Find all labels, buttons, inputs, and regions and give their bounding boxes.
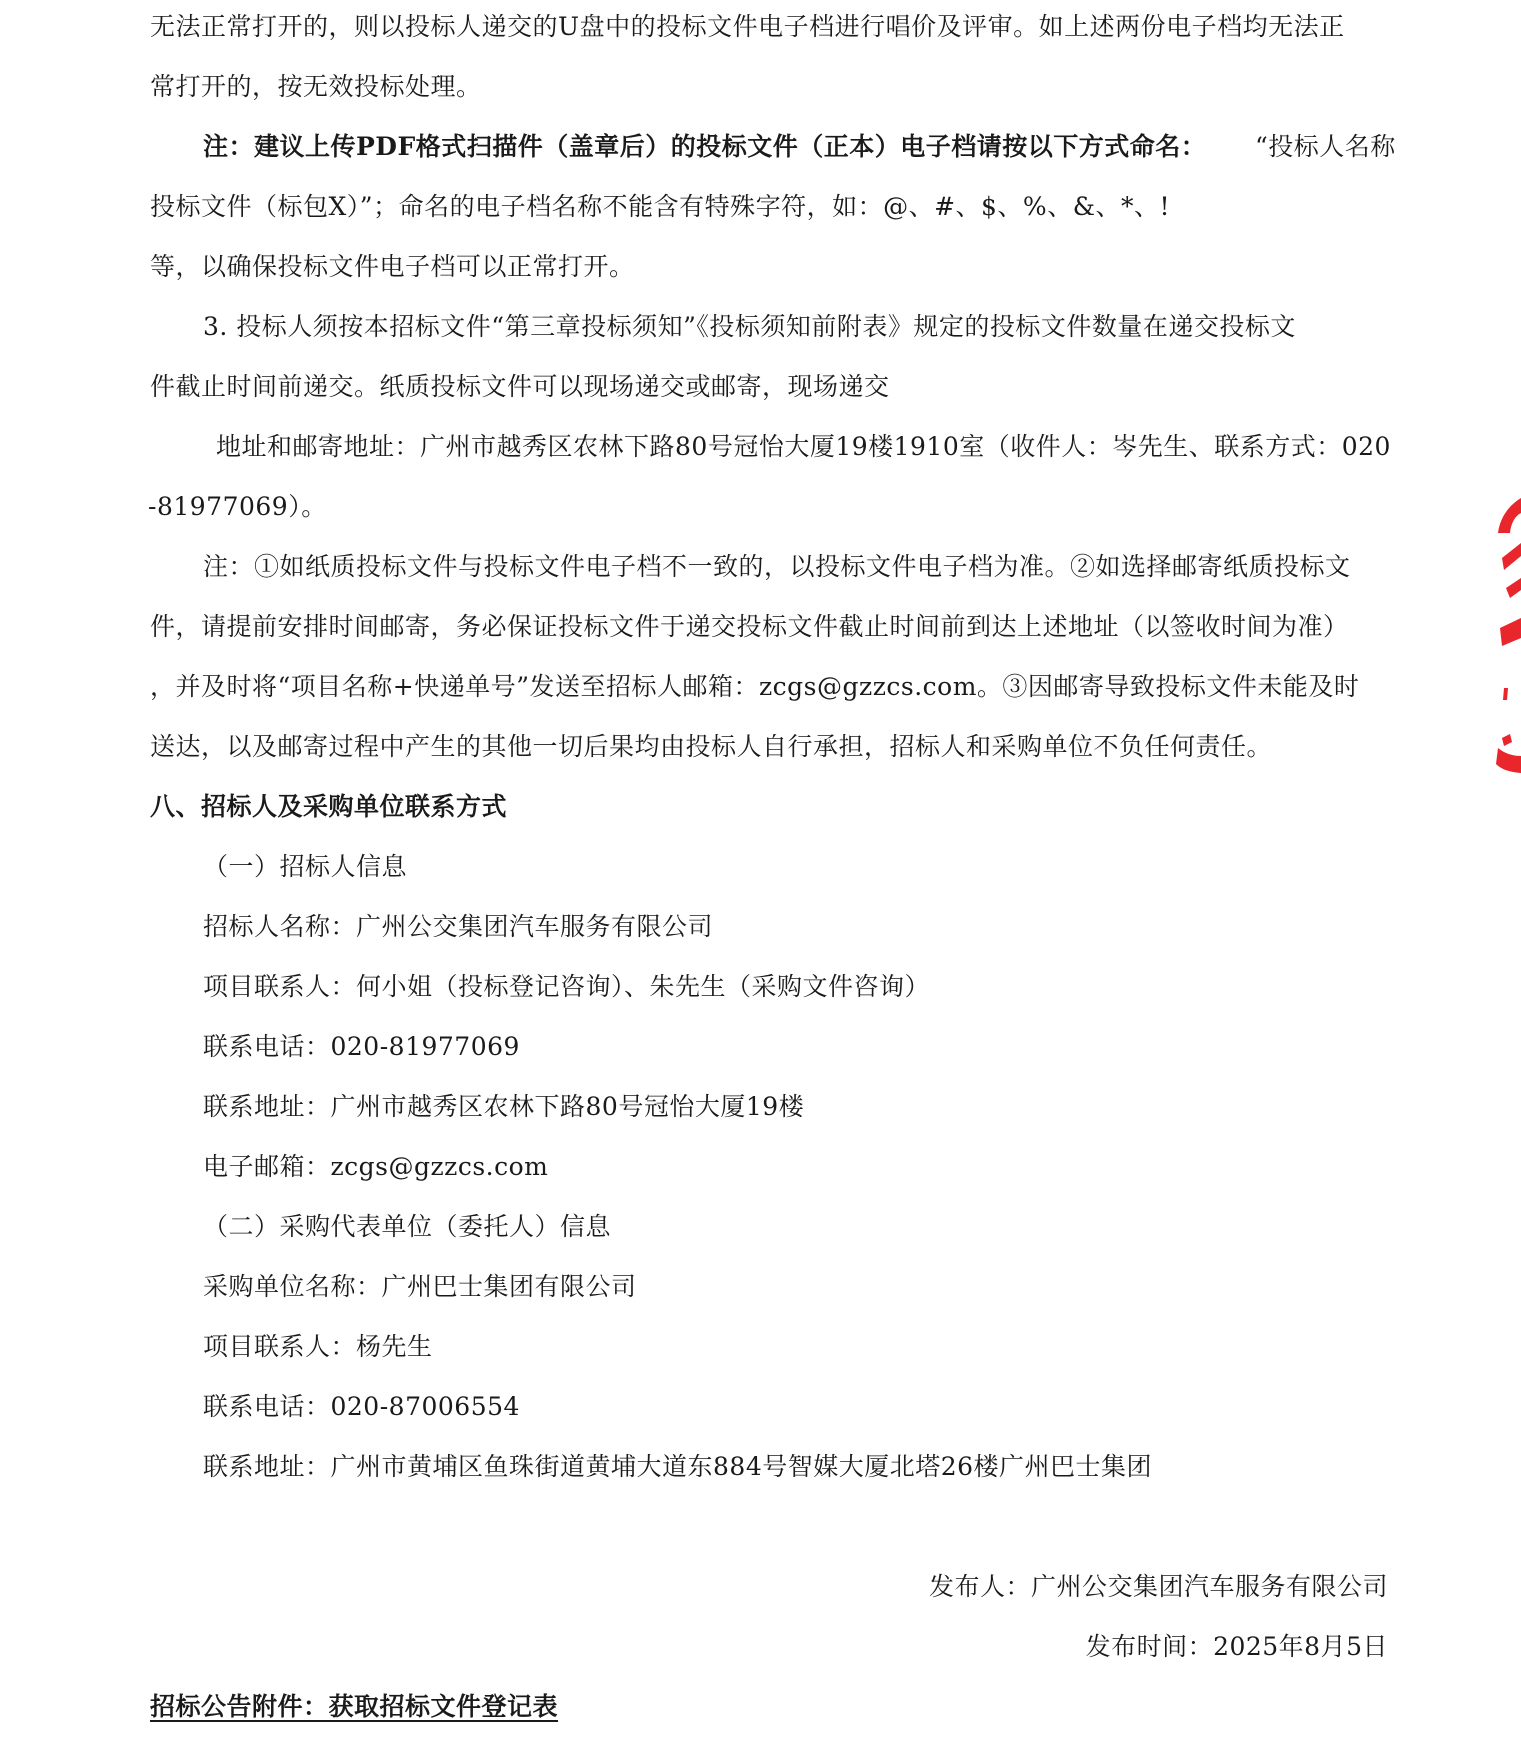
tenderer-email: 电子邮箱：zcgs@gzzcs.com	[203, 1152, 549, 1181]
buyer-phone: 联系电话：020-87006554	[203, 1392, 520, 1421]
paragraph-line: 等，以确保投标文件电子档可以正常打开。	[150, 252, 635, 281]
buyer-address: 联系地址：广州市黄埔区鱼珠街道黄埔大道东884号智媒大厦北塔26楼广州巴士集团	[203, 1452, 1153, 1481]
note-line-quote: “投标人名称	[1255, 132, 1396, 161]
paragraph-line: 无法正常打开的，则以投标人递交的U盘中的投标文件电子档进行唱价及评审。如上述两份电子档均无法正	[150, 12, 1345, 41]
paragraph-line: 件截止时间前递交。纸质投标文件可以现场递交或邮寄，现场递交	[150, 372, 890, 401]
tenderer-address: 联系地址：广州市越秀区农林下路80号冠怡大厦19楼	[203, 1092, 805, 1121]
paragraph-line: 常打开的，按无效投标处理。	[150, 72, 482, 101]
paragraph-line: 件，请提前安排时间邮寄，务必保证投标文件于递交投标文件截止时间前到达上述地址（以签收时间为准）	[150, 612, 1349, 641]
paragraph-line: ，并及时将“项目名称+快递单号”发送至招标人邮箱：zcgs@gzzcs.com。③因邮寄导致投标文件未能及时	[150, 672, 1360, 701]
tenderer-name: 招标人名称：广州公交集团汽车服务有限公司	[203, 912, 714, 941]
paragraph-line: -81977069）。	[148, 492, 327, 521]
tenderer-phone: 联系电话：020-81977069	[203, 1032, 520, 1061]
buyer-contact: 项目联系人：杨先生	[203, 1332, 433, 1361]
section-heading: 八、招标人及采购单位联系方式	[150, 792, 508, 821]
tenderer-contact: 项目联系人：何小姐（投标登记咨询）、朱先生（采购文件咨询）	[203, 972, 931, 1001]
paragraph-line: 送达，以及邮寄过程中产生的其他一切后果均由投标人自行承担，招标人和采购单位不负任何责任。	[150, 732, 1273, 761]
subsection-heading: （一）招标人信息	[203, 852, 408, 881]
publish-date: 发布时间：2025年8月5日	[1085, 1632, 1388, 1661]
paragraph-line: 注：①如纸质投标文件与投标文件电子档不一致的，以投标文件电子档为准。②如选择邮寄纸质投标文	[203, 552, 1351, 581]
paragraph-line: 3. 投标人须按本招标文件“第三章投标须知”《投标须知前附表》规定的投标文件数量在递交投标文	[203, 312, 1296, 341]
note-line-bold: 注：建议上传PDF格式扫描件（盖章后）的投标文件（正本）电子档请按以下方式命名：	[203, 132, 1207, 161]
paragraph-line: 地址和邮寄地址：广州市越秀区农林下路80号冠怡大厦19楼1910室（收件人：岑先生、联系方式：020	[216, 432, 1391, 461]
paragraph-line: 投标文件（标包X）”；命名的电子档名称不能含有特殊字符，如：@、#、$、%、&、*、!	[150, 192, 1170, 221]
attachment-link[interactable]: 招标公告附件：获取招标文件登记表	[150, 1692, 559, 1721]
buyer-name: 采购单位名称：广州巴士集团有限公司	[203, 1272, 637, 1301]
subsection-heading: （二）采购代表单位（委托人）信息	[203, 1212, 612, 1241]
publisher: 发布人：广州公交集团汽车服务有限公司	[928, 1572, 1388, 1601]
red-seal-stamp-fragment	[1488, 488, 1521, 798]
